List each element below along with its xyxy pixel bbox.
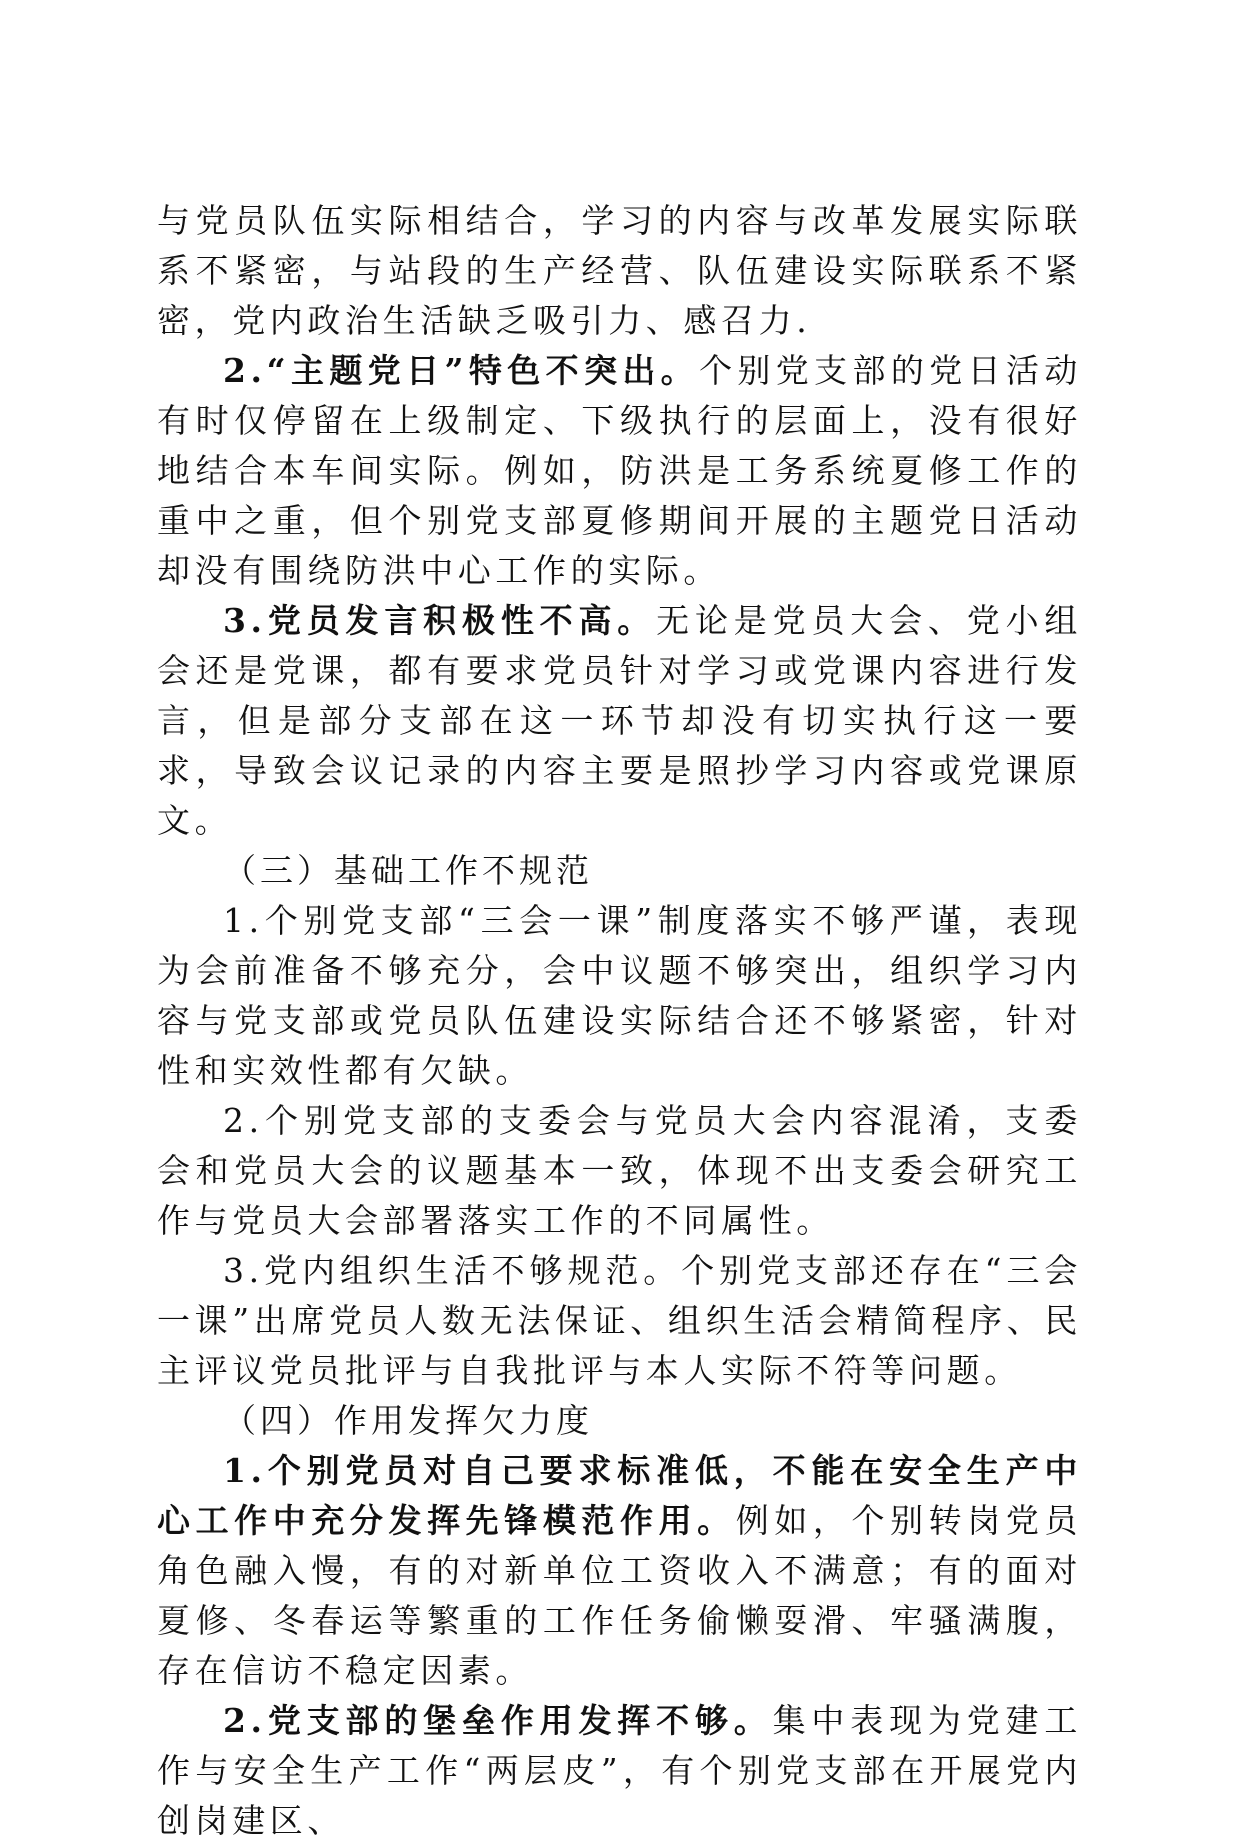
paragraph-organization-life	[157, 1246, 1082, 1396]
paragraph-member-standards	[157, 1446, 1082, 1696]
paragraph-theme-party-day	[157, 346, 1082, 596]
paragraph-text: 3.党内组织生活不够规范。个别党支部还存在“三会一课”出席党员人数无法保证、组织生活会精简程序、民主评议党员批评与自我批评与本人实际不符等问题。	[157, 1251, 1082, 1390]
paragraph-text: 个别党支部的党日活动有时仅停留在上级制定、下级执行的层面上，没有很好地结合本车间实际。例如，防洪是工务系统夏修工作的重中之重，但个别党支部夏修期间开展的主题党日活动却没有围绕防洪中心工作的实际。	[157, 351, 1082, 590]
paragraph-text: 例如，个别转岗党员角色融入慢，有的对新单位工资收入不满意；有的面对夏修、冬春运等繁重的工作任务偷懒耍滑、牢骚满腹，存在信访不稳定因素。	[157, 1501, 1083, 1690]
section-heading-4: （四）作用发挥欠力度	[223, 1401, 593, 1440]
paragraph-lead: 3.党员发言积极性不高。	[223, 601, 657, 640]
document-body	[157, 196, 1082, 1846]
paragraph-fortress-role	[157, 1696, 1082, 1846]
paragraph-member-speaking	[157, 596, 1082, 846]
paragraph-text: 与党员队伍实际相结合，学习的内容与改革发展实际联系不紧密，与站段的生产经营、队伍建设实际联系不紧密，党内政治生活缺乏吸引力、感召力.	[157, 201, 1082, 340]
section-heading-3: （三）基础工作不规范	[223, 851, 593, 890]
paragraph-text: 集中表现为党建工作与安全生产工作“两层皮”，有个别党支部在开展党内创岗建区、	[157, 1701, 1082, 1840]
paragraph-text: 2.个别党支部的支委会与党员大会内容混淆，支委会和党员大会的议题基本一致，体现不出支委会研究工作与党员大会部署落实工作的不同属性。	[157, 1101, 1082, 1240]
paragraph-three-meetings	[157, 896, 1082, 1096]
paragraph-continuation	[157, 196, 1082, 346]
paragraph-text: 无论是党员大会、党小组会还是党课，都有要求党员针对学习或党课内容进行发言，但是部分支部在这一环节却没有切实执行这一要求，导致会议记录的内容主要是照抄学习内容或党课原文。	[157, 601, 1082, 840]
paragraph-lead: 2.党支部的堡垒作用发挥不够。	[223, 1701, 773, 1740]
paragraph-committee-confusion	[157, 1096, 1082, 1246]
paragraph-lead: 1.个别党员对自己要求标准低，不能在安全生产中心工作中充分发挥先锋模范作用。	[157, 1451, 1082, 1540]
paragraph-text: 1.个别党支部“三会一课”制度落实不够严谨，表现为会前准备不够充分，会中议题不够突出，组织学习内容与党支部或党员队伍建设实际结合还不够紧密，针对性和实效性都有欠缺。	[157, 901, 1082, 1090]
paragraph-lead: 2.“主题党日”特色不突出。	[223, 351, 700, 390]
